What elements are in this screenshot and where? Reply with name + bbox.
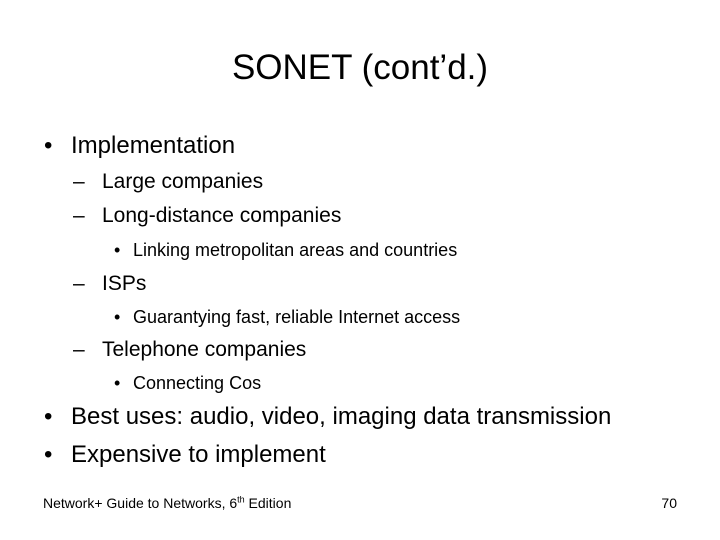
bullet-marker: •	[44, 132, 53, 159]
dash-marker: –	[73, 170, 85, 193]
bullet-implementation: Implementation	[71, 132, 236, 159]
bullet-expensive: Expensive to implement	[71, 441, 326, 468]
sub-bullet-isps: ISPs	[102, 272, 147, 295]
sub-sub-bullet-connecting-cos: Connecting Cos	[133, 373, 262, 393]
bullet-marker: •	[44, 441, 53, 468]
footer-title-text: Network+ Guide to Networks, 6	[43, 495, 238, 511]
sub-bullet-telephone: Telephone companies	[102, 338, 307, 361]
small-bullet-marker: •	[114, 240, 121, 260]
dash-marker: –	[73, 204, 85, 227]
footer-edition-suffix: th	[237, 494, 245, 505]
bullet-best-uses: Best uses: audio, video, imaging data transmission	[71, 403, 612, 430]
bullet-marker: •	[44, 403, 53, 430]
dash-marker: –	[73, 338, 85, 361]
slide-title: SONET (cont’d.)	[231, 48, 489, 87]
sub-bullet-long-distance: Long-distance companies	[102, 204, 342, 227]
dash-marker: –	[73, 272, 85, 295]
sub-sub-bullet-linking-metro: Linking metropolitan areas and countries	[133, 240, 458, 260]
sub-sub-bullet-guarantying: Guarantying fast, reliable Internet access	[133, 307, 461, 327]
sub-bullet-large-companies: Large companies	[102, 170, 264, 193]
small-bullet-marker: •	[114, 307, 121, 327]
footer-book-title	[43, 494, 291, 512]
small-bullet-marker: •	[114, 373, 121, 393]
footer-title-end: Edition	[244, 495, 292, 511]
page-number: 70	[661, 495, 677, 511]
